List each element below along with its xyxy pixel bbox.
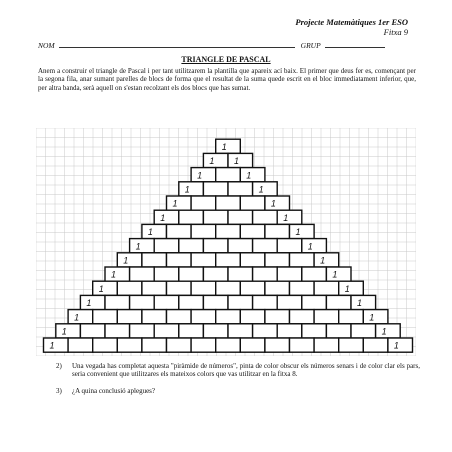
pyramid-cell[interactable] [191, 168, 216, 182]
pyramid-cell[interactable] [56, 324, 81, 338]
pyramid-cell[interactable] [154, 210, 179, 224]
pyramid-cell[interactable] [216, 310, 241, 324]
question-3-number: 3) [56, 387, 62, 395]
pyramid-cell[interactable] [216, 338, 241, 352]
pyramid-cell[interactable] [117, 338, 142, 352]
pyramid-cell[interactable] [179, 239, 204, 253]
pyramid-cell[interactable] [302, 267, 327, 281]
cell-value: 1 [86, 298, 92, 309]
question-3 [56, 387, 420, 395]
cell-value: 1 [270, 198, 276, 209]
pyramid-cell[interactable] [240, 168, 265, 182]
pyramid-cell[interactable] [93, 310, 118, 324]
pyramid-cell[interactable] [253, 295, 278, 309]
pyramid-cell[interactable] [265, 224, 290, 238]
name-field[interactable] [59, 40, 295, 48]
cell-value: 1 [393, 340, 399, 351]
question-2 [56, 362, 420, 378]
cell-value: 1 [49, 340, 55, 351]
pyramid-cell[interactable] [240, 253, 265, 267]
pyramid-cell[interactable] [154, 239, 179, 253]
pyramid-cell[interactable] [228, 182, 253, 196]
pyramid-cell[interactable] [179, 267, 204, 281]
pyramid-cell[interactable] [191, 310, 216, 324]
pyramid-cell[interactable] [339, 310, 364, 324]
pyramid-cell[interactable] [302, 239, 327, 253]
document-title: TRIANGLE DE PASCAL [181, 55, 271, 64]
pyramid-cell[interactable] [240, 281, 265, 295]
pyramid-cell[interactable] [167, 281, 192, 295]
pyramid-cell[interactable] [314, 338, 339, 352]
cell-value: 1 [123, 255, 129, 266]
pyramid-cell[interactable] [290, 310, 315, 324]
pyramid-cell[interactable] [314, 253, 339, 267]
pyramid-cell[interactable] [179, 210, 204, 224]
name-group-row [38, 40, 414, 50]
pyramid-cell[interactable] [80, 324, 105, 338]
pyramid-cell[interactable] [191, 224, 216, 238]
pyramid-cell[interactable] [203, 239, 228, 253]
pyramid-cell[interactable] [179, 324, 204, 338]
pyramid-cell[interactable] [216, 196, 241, 210]
pyramid-cell[interactable] [203, 267, 228, 281]
cell-value: 1 [197, 170, 203, 181]
pyramid-cell[interactable] [203, 182, 228, 196]
pyramid-cell[interactable] [117, 310, 142, 324]
pyramid-cell[interactable] [290, 281, 315, 295]
pyramid-cell[interactable] [277, 324, 302, 338]
pyramid-cell[interactable] [228, 210, 253, 224]
cell-value: 1 [295, 227, 301, 238]
pyramid-cell[interactable] [179, 295, 204, 309]
cell-value: 1 [209, 156, 215, 167]
cell-value: 1 [307, 241, 313, 252]
pyramid-cell[interactable] [154, 295, 179, 309]
pyramid-cell[interactable] [203, 324, 228, 338]
pyramid-cell[interactable] [130, 295, 155, 309]
cell-value: 1 [221, 141, 227, 152]
pyramid-cell[interactable] [253, 267, 278, 281]
pyramid-cell[interactable] [191, 338, 216, 352]
pyramid-cell[interactable] [265, 196, 290, 210]
pyramid-cell[interactable] [142, 310, 167, 324]
pyramid-cell[interactable] [388, 338, 413, 352]
pyramid-cell[interactable] [290, 253, 315, 267]
pyramid-cell[interactable] [326, 295, 351, 309]
pyramid-svg [36, 128, 416, 356]
pyramid-cell[interactable] [167, 224, 192, 238]
pyramid-cell[interactable] [105, 267, 130, 281]
pyramid-cell[interactable] [290, 224, 315, 238]
pyramid-cell[interactable] [167, 338, 192, 352]
pyramid-cell[interactable] [142, 338, 167, 352]
cell-value: 1 [332, 269, 338, 280]
cell-value: 1 [160, 212, 166, 223]
question-2-number: 2) [56, 362, 62, 370]
pyramid-cell[interactable] [253, 182, 278, 196]
pyramid-cell[interactable] [105, 295, 130, 309]
cell-value: 1 [258, 184, 264, 195]
cell-value: 1 [369, 312, 375, 323]
pyramid-cell[interactable] [339, 338, 364, 352]
pyramid-cell[interactable] [376, 324, 401, 338]
pyramid-cell[interactable] [203, 210, 228, 224]
pyramid-cell[interactable] [363, 338, 388, 352]
pyramid-cell[interactable] [228, 267, 253, 281]
pyramid-cell[interactable] [290, 338, 315, 352]
cell-value: 1 [184, 184, 190, 195]
cell-value: 1 [283, 212, 289, 223]
pyramid-cell[interactable] [351, 295, 376, 309]
intro-paragraph: Anem a construir el triangle de Pascal i per tant utilitzarem la plantilla que apareix ací baix. El primer que deus fer es, començant per la segona fila, anar sumant parelles de blocs de forma que el resultat de la suma quede escrit en el bloc immediatament inferior, que, per altra banda, serà aquell on s'estan recolzant els dos blocs que has sumat. [38, 67, 416, 92]
pyramid-cell[interactable] [203, 153, 228, 167]
cell-value: 1 [246, 170, 252, 181]
pyramid-cell[interactable] [117, 253, 142, 267]
pyramid-cell[interactable] [167, 253, 192, 267]
pyramid-cell[interactable] [253, 324, 278, 338]
pyramid-cell[interactable] [216, 281, 241, 295]
pyramid-cell[interactable] [240, 338, 265, 352]
pyramid-cell[interactable] [154, 324, 179, 338]
cell-value: 1 [320, 255, 326, 266]
pyramid-cell[interactable] [142, 224, 167, 238]
cell-value: 1 [381, 326, 387, 337]
pyramid-cell[interactable] [44, 338, 69, 352]
pyramid-cell[interactable] [117, 281, 142, 295]
pascal-triangle-template [36, 128, 416, 356]
pyramid-cell[interactable] [240, 224, 265, 238]
cell-value: 1 [74, 312, 80, 323]
pyramid-cell[interactable] [191, 281, 216, 295]
pyramid-cell[interactable] [314, 310, 339, 324]
pyramid-cell[interactable] [363, 310, 388, 324]
pyramid-cell[interactable] [130, 239, 155, 253]
pyramid-cell[interactable] [167, 310, 192, 324]
pyramid-cell[interactable] [277, 239, 302, 253]
question-3-text: ¿A quina conclusió aplegues? [72, 387, 156, 395]
pyramid-cell[interactable] [179, 182, 204, 196]
pyramid-cell[interactable] [277, 267, 302, 281]
pyramid-cell[interactable] [216, 168, 241, 182]
pyramid-cell[interactable] [265, 281, 290, 295]
pyramid-cell[interactable] [203, 295, 228, 309]
pyramid-cell[interactable] [216, 253, 241, 267]
cell-value: 1 [135, 241, 141, 252]
project-title: Projecte Matemàtiques 1er ESO [295, 17, 408, 27]
cell-value: 1 [344, 283, 350, 294]
group-field[interactable] [325, 40, 385, 48]
question-2-text: Una vegada has completat aquesta "piràmide de números", pinta de color obscur els números senars i de color clar els pars, seria convenient que utilitzares els mateixos colors que vas utilitzar en la fitxa 8. [72, 362, 420, 379]
page-header [295, 17, 408, 37]
pyramid-cell[interactable] [326, 324, 351, 338]
pyramid-cell[interactable] [277, 295, 302, 309]
pyramid-cell[interactable] [265, 310, 290, 324]
cell-value: 1 [111, 269, 117, 280]
pyramid-cell[interactable] [351, 324, 376, 338]
pyramid-cell[interactable] [191, 196, 216, 210]
pyramid-cell[interactable] [302, 295, 327, 309]
pyramid-cell[interactable] [265, 338, 290, 352]
pyramid-cell[interactable] [216, 139, 241, 153]
pyramid-cell[interactable] [326, 267, 351, 281]
pyramid-cell[interactable] [277, 210, 302, 224]
pyramid-cell[interactable] [253, 210, 278, 224]
name-label: NOM [38, 41, 55, 50]
pyramid-cell[interactable] [142, 253, 167, 267]
pyramid-cell[interactable] [265, 253, 290, 267]
pyramid-cell[interactable] [130, 324, 155, 338]
pyramid-cell[interactable] [314, 281, 339, 295]
pyramid-cell[interactable] [167, 196, 192, 210]
cell-value: 1 [234, 156, 240, 167]
pyramid-cell[interactable] [68, 310, 93, 324]
pyramid-cell[interactable] [216, 224, 241, 238]
pyramid-cell[interactable] [93, 338, 118, 352]
sheet-number: Fitxa 9 [383, 27, 408, 37]
pyramid-cell[interactable] [93, 281, 118, 295]
group-label: GRUP [300, 41, 321, 50]
cell-value: 1 [357, 298, 363, 309]
pyramid-cell[interactable] [228, 153, 253, 167]
pyramid-cell[interactable] [240, 196, 265, 210]
pyramid-cell[interactable] [80, 295, 105, 309]
pyramid-cell[interactable] [130, 267, 155, 281]
pyramid-cell[interactable] [302, 324, 327, 338]
cell-value: 1 [172, 198, 178, 209]
pyramid-cell[interactable] [228, 295, 253, 309]
pyramid-cell[interactable] [339, 281, 364, 295]
pyramid-cell[interactable] [142, 281, 167, 295]
pyramid-cell[interactable] [191, 253, 216, 267]
pyramid-cell[interactable] [68, 338, 93, 352]
pyramid-cell[interactable] [240, 310, 265, 324]
pyramid-cell[interactable] [105, 324, 130, 338]
pyramid-cell[interactable] [253, 239, 278, 253]
pyramid-cell[interactable] [228, 324, 253, 338]
pyramid-cell[interactable] [154, 267, 179, 281]
cell-value: 1 [61, 326, 67, 337]
cell-value: 1 [98, 283, 104, 294]
pyramid-cell[interactable] [228, 239, 253, 253]
cell-value: 1 [147, 227, 153, 238]
